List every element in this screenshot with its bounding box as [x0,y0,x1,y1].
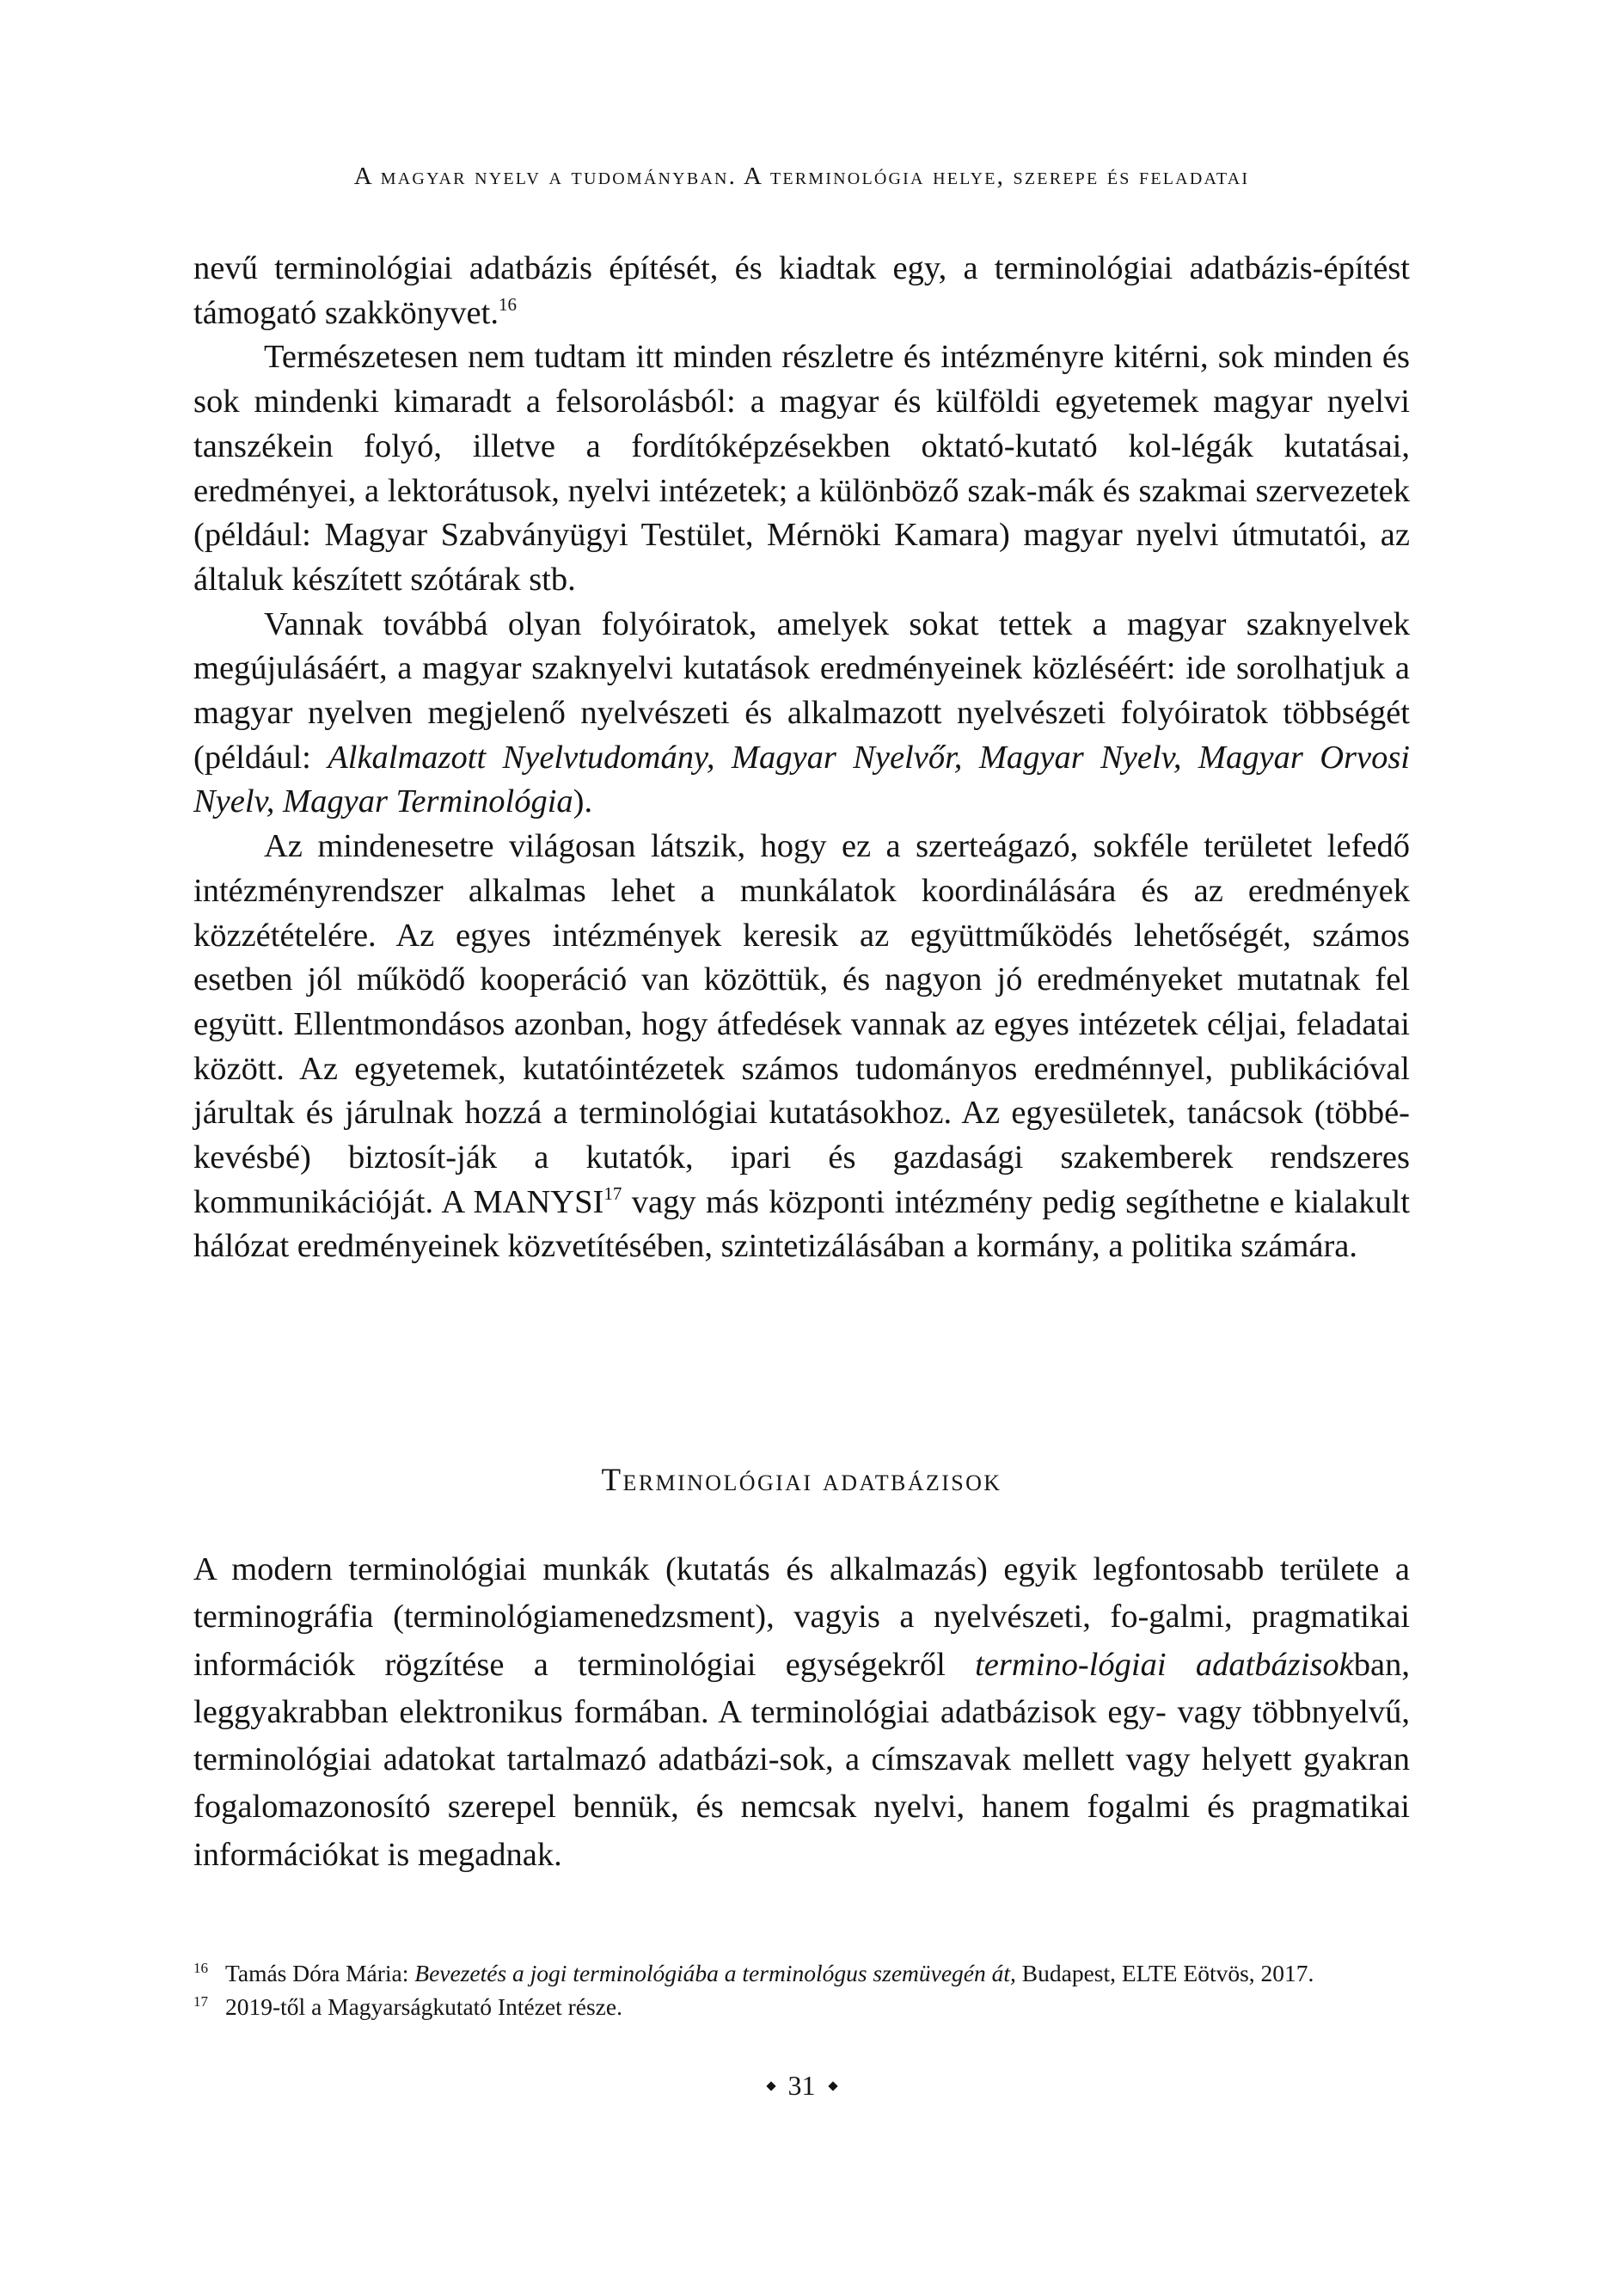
paragraph-5 [193,1546,1410,1879]
footnotes [193,1957,1410,2023]
paragraph-4-text: Az mindenesetre világosan látszik, hogy ez a szerteágazó, sokféle területet lefedő intézményrendszer alkalmas lehet a munkálatok koordinálására és az eredmények közzétételére. Az egyes intézmények keresik az együttműködés lehetőségét, számos esetben jól működő kooperáció van közöttük, és nagyon jó eredményeket mutatnak fel együtt. Ellentmondásos azonban, hogy átfedések vannak az egyes intézetek céljai, feladatai között. Az egyetemek, kutatóintézetek számos tudományos eredménnyel, publikációval járultak és járulnak hozzá a terminológiai kutatásokhoz. Az egyesületek, tanácsok (többé-kevésbé) biztosít-ják a kutatók, ipari és gazdasági szakemberek rendszeres kommunikációját. A MANYSI [193,828,1410,1220]
footnote-publisher: Budapest, ELTE Eötvös, 2017. [1015,1960,1314,1986]
page-number-value: 31 [787,2070,816,2101]
footnote-16 [193,1957,1410,1991]
footnote-text [225,1957,1410,1991]
page-number [193,2068,1410,2103]
footnote-ref-16[interactable]: 16 [498,293,517,315]
paragraph-5-end: ban, leggyakrabban elektronikus formában. A terminológiai adatbázisok egy- vagy többnyelvű, terminológiai adatokat tartalmazó adatbázi-sok, a címszavak mellett vagy helyett gyakran fogalomazonosító szerepel bennük, és nemcsak nyelvi, hanem fogalmi és pragmatikai információkat is megadnak. [193,1646,1410,1873]
footnote-number: 17 [193,1992,208,2010]
footnote-author: Tamás Dóra Mária: [225,1960,415,1986]
section-2-body [193,1546,1410,1879]
paragraph-4 [193,825,1410,1269]
diamond-ornament-icon [766,2081,775,2090]
running-header: A magyar nyelv a tudományban. A terminológia helye, szerepe és feladatai [353,163,1250,190]
footnote-ref-17[interactable]: 17 [603,1182,622,1204]
paragraph-4-end: vagy más központi intézmény pedig segíthetne e kialakult hálózat eredményeinek közvetítésében, szintetizálásában a kormány, a politika számára. [193,1183,1410,1265]
paragraph-3-text: Vannak továbbá olyan folyóiratok, amelyek sokat tettek a magyar szaknyelvek megújulásáért, a magyar szaknyelvi kutatások eredményeinek közléséért: ide sorolhatjuk a magyar nyelven megjelenő nyelvészeti és alkalmazott nyelvészeti folyóiratok többségét (például: [193,605,1410,776]
paragraph-3 [193,603,1410,826]
paragraph-1 [193,247,1410,335]
footnote-book-title: Bevezetés a jogi terminológiába a terminológus szemüvegén át, [414,1960,1016,1986]
section-1-body [193,247,1410,1269]
diamond-ornament-icon [828,2081,837,2090]
paragraph-1-text: nevű terminológiai adatbázis építését, és kiadtak egy, a terminológiai adatbázis-építést támogató szakkönyvet. [193,250,1410,331]
journal-titles: Alkalmazott Nyelvtudomány, Magyar Nyelvőr, Magyar Nyelv, Magyar Orvosi Nyelv, Magyar Terminológia [193,739,1410,820]
paragraph-2: Természetesen nem tudtam itt minden részletre és intézményre kitérni, sok minden és sok mindenki kimaradt a felsorolásból: a magyar és külföldi egyetemek magyar nyelvi tanszékein folyó, illetve a fordítóképzésekben oktató-kutató kol-légák kutatásai, eredményei, a lektorátusok, nyelvi intézetek; a különböző szak-mák és szakmai szervezetek (például: Magyar Szabványügyi Testület, Mérnöki Kamara) magyar nyelvi útmutatói, az általuk készített szótárak stb. [193,339,1410,598]
italic-term: termino-lógiai adatbázisok [975,1646,1354,1683]
section-heading: Terminológiai adatbázisok [601,1463,1002,1498]
paragraph-5-text: A modern terminológiai munkák (kutatás és alkalmazás) egyik legfontosabb területe a terminográfia (terminológiamenedzsment), vagyis a nyelvészeti, fo-galmi, pragmatikai információk rögzítése a terminológiai egységekről [193,1551,1410,1683]
footnote-17 [193,1991,1410,2024]
footnote-number: 16 [193,1960,208,1976]
footnote-text: 2019-től a Magyarságkutató Intézet része. [225,1992,622,2020]
paragraph-3-end: ). [573,783,593,820]
